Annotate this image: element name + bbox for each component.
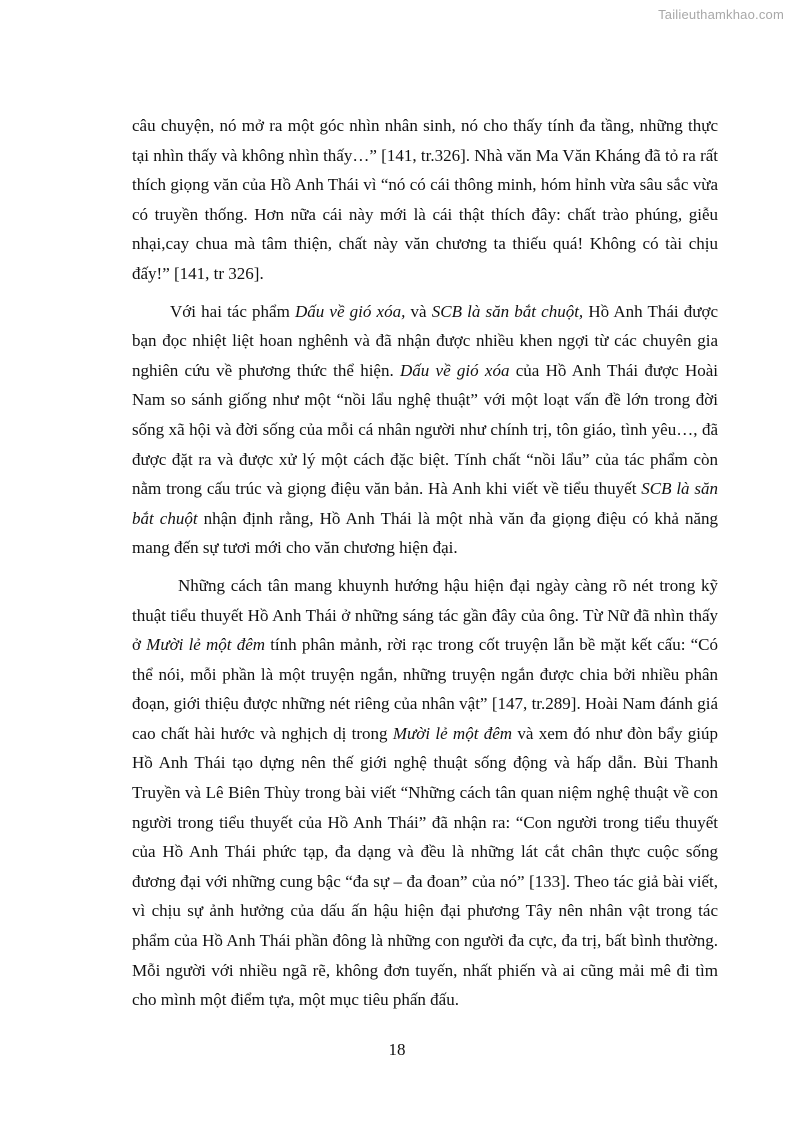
text-run: Hồ Anh Thái được bạn đọc nhiệt liệt hoan nghênh và đã nhận được nhiều khen ngợi từ các chuyên gia nghiên cứu về phương thức thể hiện. <box>132 301 719 380</box>
watermark-text: Tailieuthamkhao.com <box>658 7 784 22</box>
work-title: Dấu về gió xóa <box>400 360 510 380</box>
text-run: Với hai tác phẩm <box>170 301 295 321</box>
text-run: và xem đó như đòn bẩy giúp Hồ Anh Thái tạo dựng nên thế giới nghệ thuật sống động và hấp dẫn. Bùi Thanh Truyền và Lê Biên Thùy trong bài viết “Những cách tân quan niệm nghệ thuật về con người trong tiểu thuyết của Hồ Anh Thái” đã nhận ra: “Con người trong tiểu thuyết của Hồ Anh Thái phức tạp, đa dạng và đều là những lát cắt chân thực cuộc sống đương đại với những cung bậc “đa sự – đa đoan” của nó” [133]. Theo tác giả bài viết, vì chịu sự ảnh hưởng của dấu ấn hậu hiện đại phương Tây nên nhân vật trong tác phẩm của Hồ Anh Thái phần đông là những con người đa cực, đa trị, bất bình thường. Mỗi người với nhiều ngã rẽ, không đơn tuyến, nhất phiến và ai cũng mải mê đi tìm cho mình một điểm tựa, một mục tiêu phấn đấu. <box>132 723 719 1010</box>
work-title: SCB là săn bắt chuột <box>132 479 718 528</box>
text-run: tính phân mảnh, rời rạc trong cốt truyện lẫn bề mặt kết cấu: “Có thể nói, mỗi phần là một truyện ngắn, những truyện ngắn được chia bởi nhiều phân đoạn, giới thiệu được những nét riêng của nhân vật” [147, tr.289]. Hoài Nam đánh giá cao chất hài hước và nghịch dị trong <box>132 635 718 743</box>
document-body <box>132 111 718 1015</box>
text-run: nhận định rằng, Hồ Anh Thái là một nhà văn đa giọng điệu có khả năng mang đến sự tươi mới cho văn chương hiện đại. <box>132 508 718 558</box>
work-title: Dấu về gió xóa, <box>294 301 406 321</box>
page-number: 18 <box>388 1040 406 1059</box>
work-title: SCB là săn bắt chuột, <box>431 301 584 321</box>
paragraph-1: câu chuyện, nó mở ra một góc nhìn nhân sinh, nó cho thấy tính đa tầng, những thực tại nhìn thấy và không nhìn thấy…” [141, tr.326]. Nhà văn Ma Văn Kháng đã tỏ ra rất thích giọng văn của Hồ Anh Thái vì “nó có cái thông minh, hóm hỉnh vừa sâu sắc vừa có truyền thống. Hơn nữa cái này mới là cái thật thích đây: chất trào phúng, giễu nhại,cay chua mà tâm thiện, chất này văn chương ta thiếu quá! Không có tài chịu đấy!” [141, tr 326]. <box>132 116 718 283</box>
work-title: Mười lẻ một đêm <box>146 635 266 655</box>
paragraph-2 <box>132 297 718 563</box>
work-title: Mười lẻ một đêm <box>392 723 513 743</box>
text-run: của Hồ Anh Thái được Hoài Nam so sánh giống như một “nồi lẩu nghệ thuật” với một loạt vấn đề lớn trong đời sống xã hội và đời sống của mỗi cá nhân người như chính trị, tôn giáo, tình yêu…, đã được đặt ra và được xử lý một cách đặc biệt. Tính chất “nồi lẩu” của tác phẩm còn nằm trong cấu trúc và giọng điệu văn bản. Hà Anh khi viết về tiểu thuyết <box>132 360 719 499</box>
paragraph-3 <box>132 571 718 1015</box>
text-run: Những cách tân mang khuynh hướng hậu hiện đại ngày càng rõ nét trong kỹ thuật tiểu thuyết Hồ Anh Thái ở những sáng tác gần đây của ông. Từ Nữ đã nhìn thấy ở <box>132 575 718 655</box>
text-run: và <box>405 301 432 321</box>
